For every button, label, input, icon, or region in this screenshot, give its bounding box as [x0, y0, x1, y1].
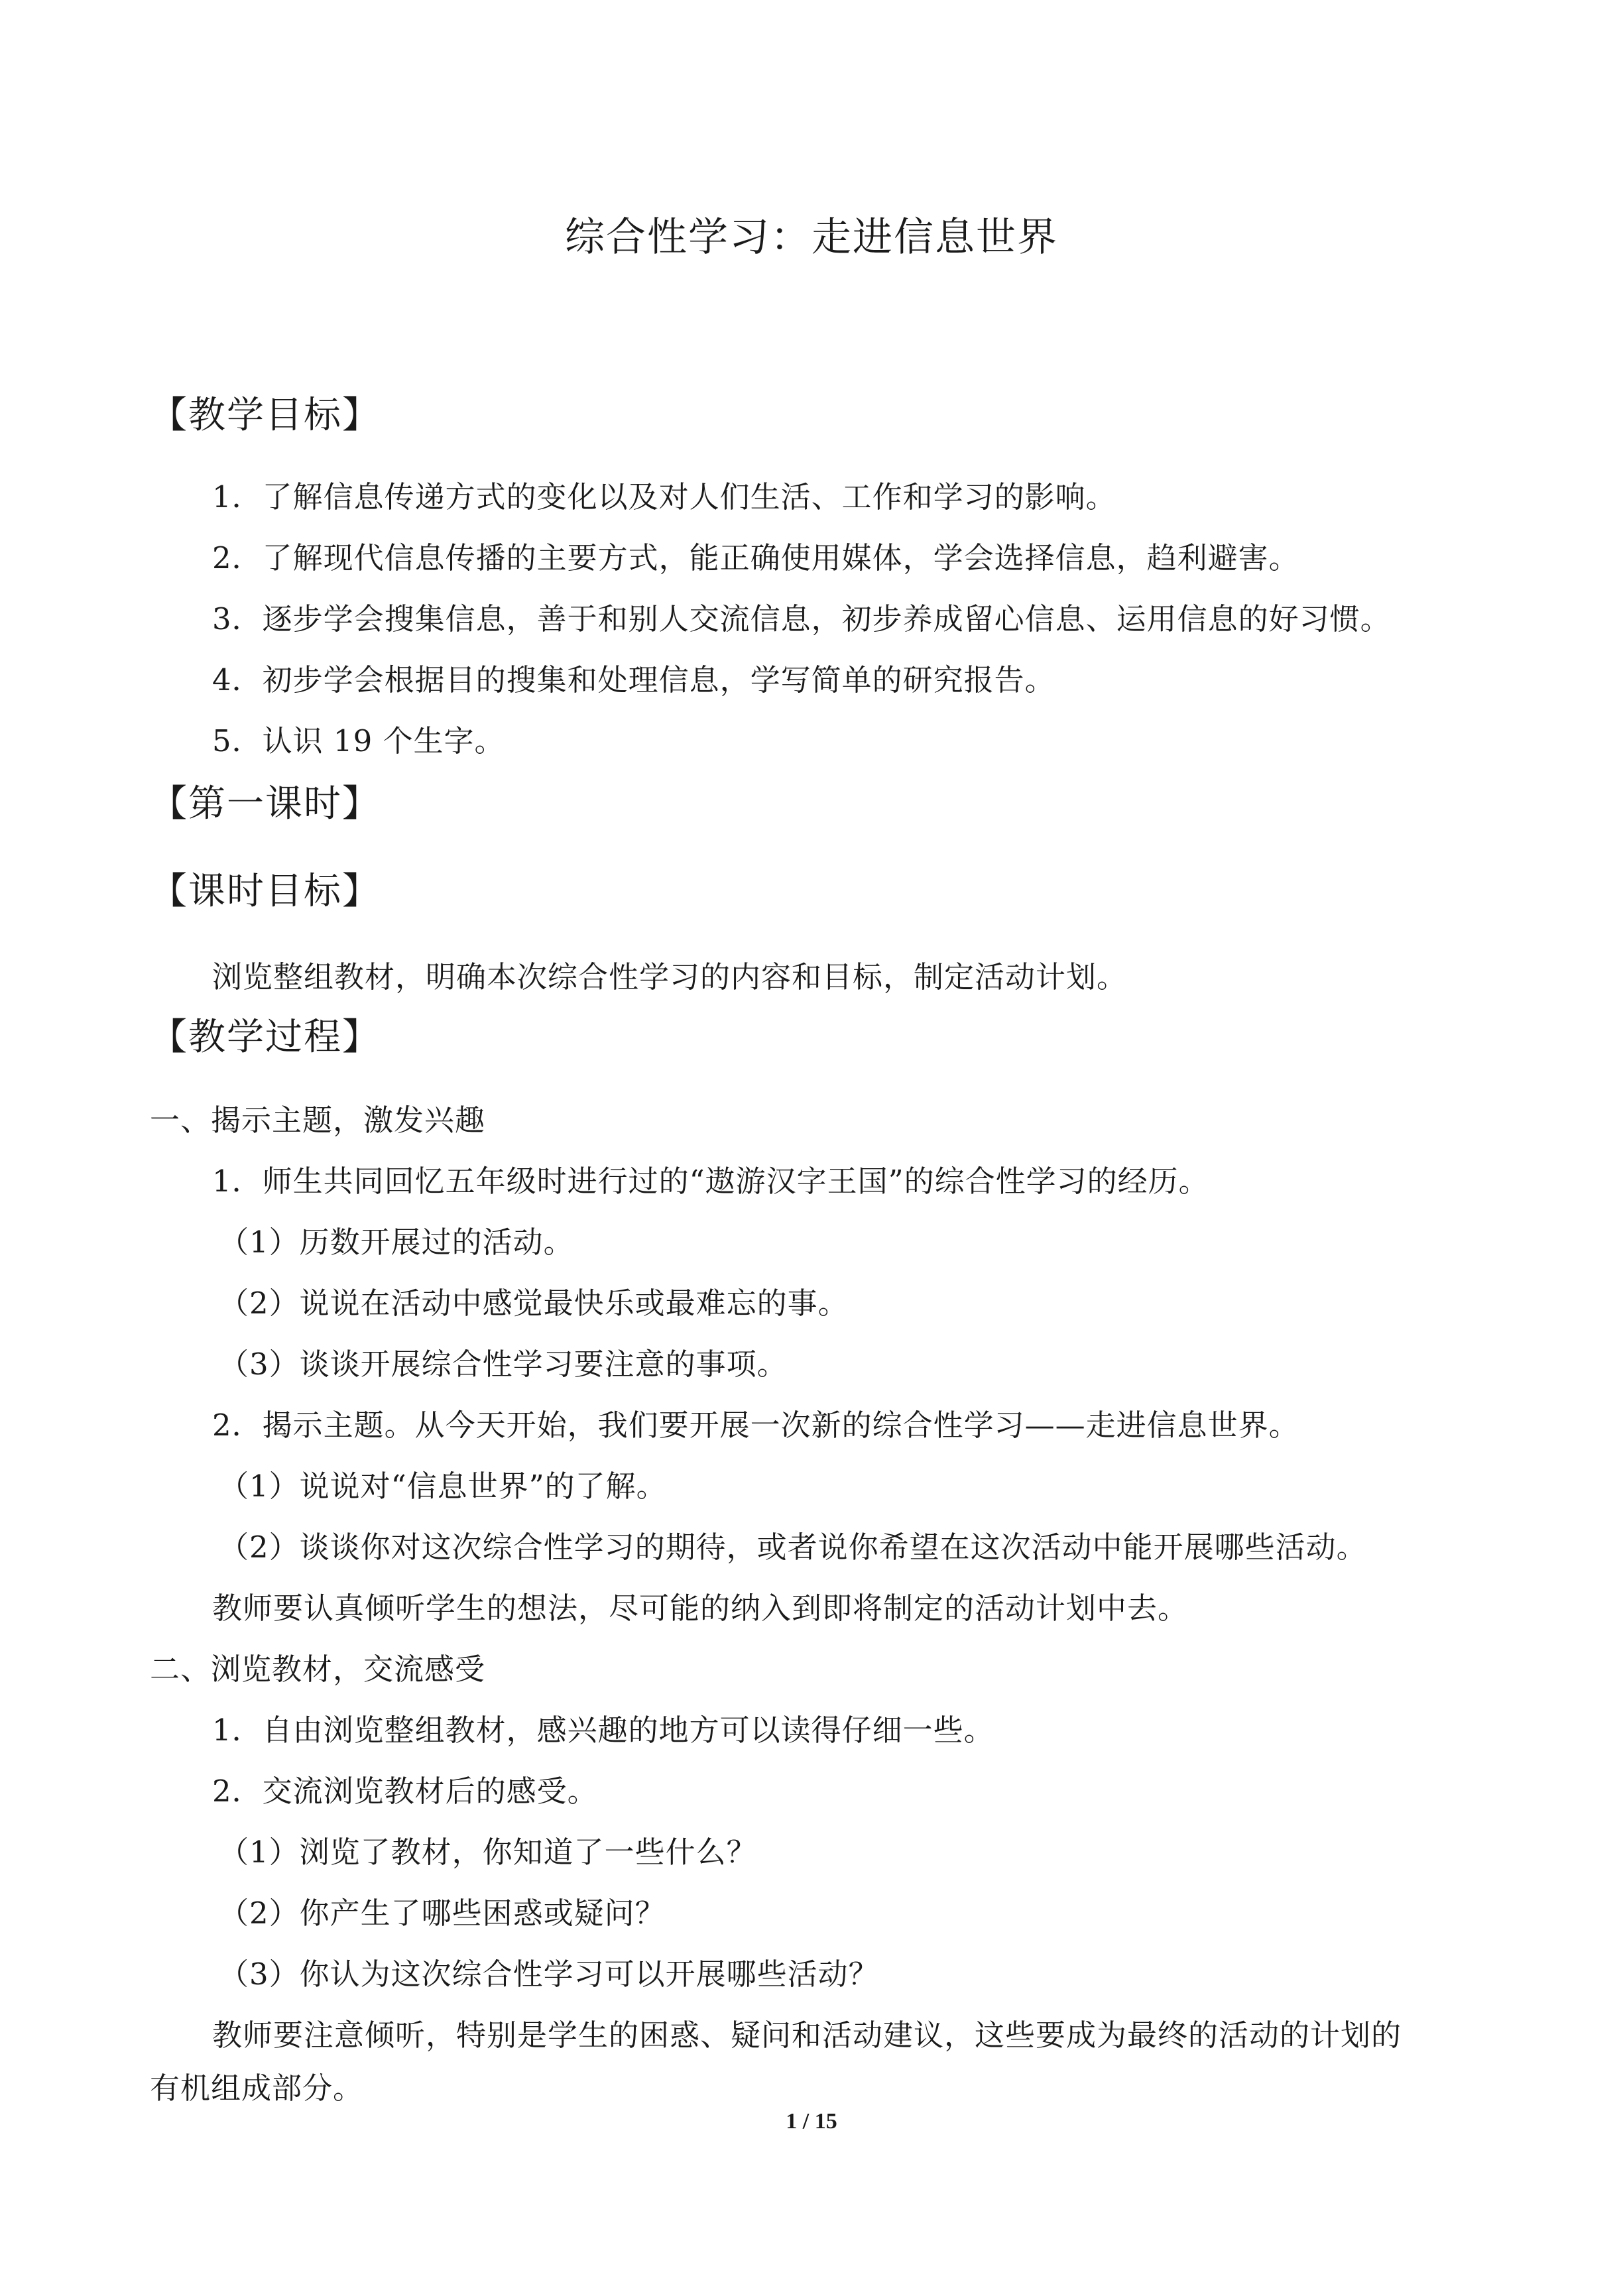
section-1-item-1-sub-1: （1）历数开展过的活动。	[219, 1225, 574, 1260]
objective-item-5: 5．认识 19 个生字。	[212, 723, 505, 758]
section-2-item-2-sub-3: （3）你认为这次综合性学习可以开展哪些活动？	[219, 1957, 879, 1992]
heading-lesson-objectives: 【课时目标】	[150, 870, 381, 913]
section-2-item-2: 2．交流浏览教材后的感受。	[212, 1774, 598, 1809]
section-2-note-line-2: 有机组成部分。	[150, 2071, 364, 2106]
section-2-note-line-1: 教师要注意倾听，特别是学生的困惑、疑问和活动建议，这些要成为最终的活动的计划的	[212, 2018, 1402, 2053]
section-1-heading: 一、揭示主题，激发兴趣	[150, 1103, 486, 1138]
section-2-heading: 二、浏览教材，交流感受	[150, 1652, 486, 1687]
objective-item-3: 3．逐步学会搜集信息，善于和别人交流信息，初步养成留心信息、运用信息的好习惯。	[212, 601, 1391, 636]
section-2-item-2-sub-1: （1）浏览了教材，你知道了一些什么？	[219, 1835, 757, 1870]
section-2-item-1: 1．自由浏览整组教材，感兴趣的地方可以读得仔细一些。	[212, 1713, 994, 1748]
page-number: 1 / 15	[786, 2109, 837, 2134]
section-1-item-1-sub-3: （3）谈谈开展综合性学习要注意的事项。	[219, 1347, 788, 1382]
section-2-item-2-sub-2: （2）你产生了哪些困惑或疑问？	[219, 1896, 666, 1931]
section-1-note: 教师要认真倾听学生的想法，尽可能的纳入到即将制定的活动计划中去。	[212, 1591, 1189, 1626]
section-1-item-2: 2．揭示主题。从今天开始，我们要开展一次新的综合性学习——走进信息世界。	[212, 1408, 1299, 1443]
section-1-item-2-sub-1: （1）说说对“信息世界”的了解。	[219, 1469, 667, 1504]
lesson-objective-text: 浏览整组教材，明确本次综合性学习的内容和目标，制定活动计划。	[212, 959, 1128, 995]
section-1-item-1: 1．师生共同回忆五年级时进行过的“遨游汉字王国”的综合性学习的经历。	[212, 1164, 1209, 1199]
heading-lesson-1: 【第一课时】	[150, 782, 381, 825]
section-1-item-1-sub-2: （2）说说在活动中感觉最快乐或最难忘的事。	[219, 1286, 849, 1321]
heading-objectives: 【教学目标】	[150, 394, 381, 437]
objective-item-2: 2．了解现代信息传播的主要方式，能正确使用媒体，学会选择信息，趋利避害。	[212, 540, 1299, 575]
objective-item-4: 4．初步学会根据目的搜集和处理信息，学写简单的研究报告。	[212, 662, 1055, 697]
section-1-item-2-sub-2: （2）谈谈你对这次综合性学习的期待，或者说你希望在这次活动中能开展哪些活动。	[219, 1530, 1367, 1565]
objective-item-1: 1．了解信息传递方式的变化以及对人们生活、工作和学习的影响。	[212, 479, 1116, 514]
heading-process: 【教学过程】	[150, 1016, 381, 1059]
document-title: 综合性学习：走进信息世界	[565, 214, 1058, 261]
